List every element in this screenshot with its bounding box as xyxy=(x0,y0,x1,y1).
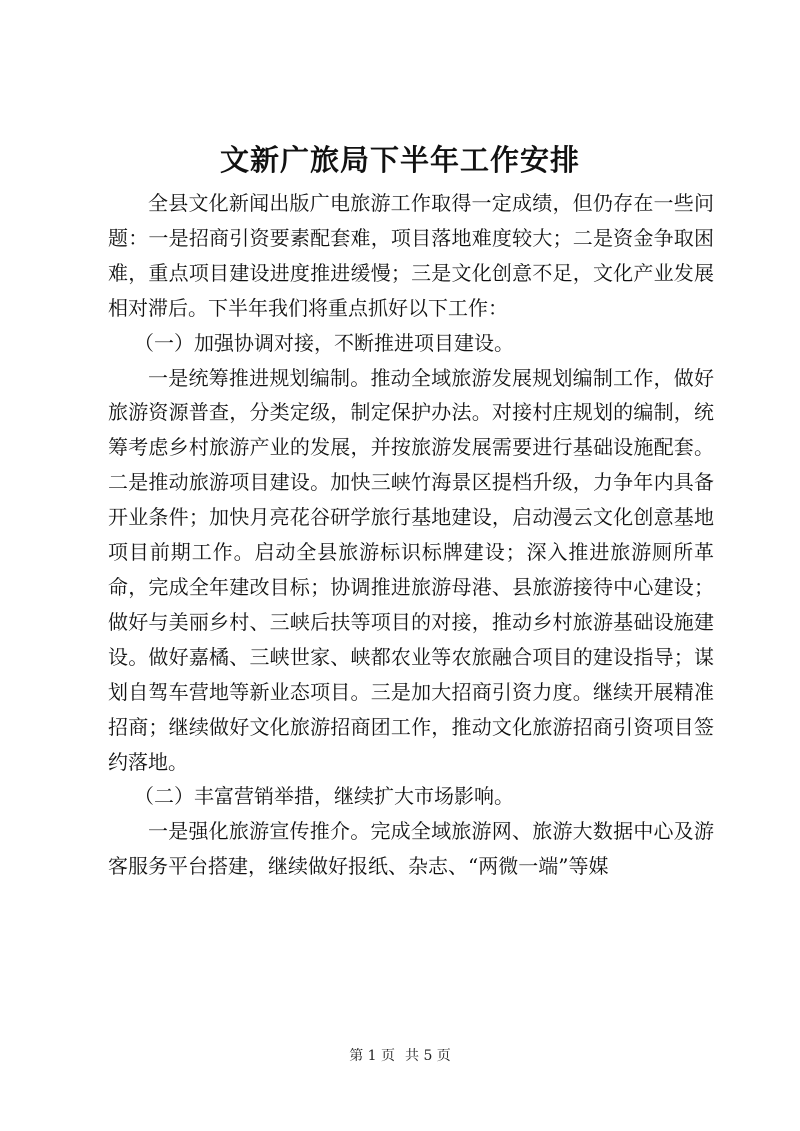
section-1-paragraph: 一是统筹推进规划编制。推动全域旅游发展规划编制工作，做好旅游资源普查，分类定级，制定保护办法。对接村庄规划的编制，统筹考虑乡村旅游产业的发展，并按旅游发展需要进行基础设施配套。二是推动旅游项目建设。加快三峡竹海景区提档升级，力争年内具备开业条件；加快月亮花谷研学旅行基地建设，启动漫云文化创意基地项目前期工作。启动全县旅游标识标牌建设；深入推进旅游厕所革命，完成全年建改目标；协调推进旅游母港、县旅游接待中心建设；做好与美丽乡村、三峡后扶等项目的对接，推动乡村旅游基础设施建设。做好嘉橘、三峡世家、峡都农业等农旅融合项目的建设指导；谋划自驾车营地等新业态项目。三是加大招商引资力度。继续开展精准招商；继续做好文化旅游招商团工作，推动文化旅游招商引资项目签约落地。 xyxy=(108,365,714,774)
page-number: 第 1 页 xyxy=(349,1048,395,1064)
section-heading-1: （一）加强协调对接，不断推进项目建设。 xyxy=(134,330,514,355)
section-heading-2: （二）丰富营销举措，继续扩大市场影响。 xyxy=(134,784,514,809)
intro-paragraph: 全县文化新闻出版广电旅游工作取得一定成绩，但仍存在一些问题：一是招商引资要素配套难，项目落地难度较大；二是资金争取困难，重点项目建设进度推进缓慢；三是文化创意不足，文化产业发展相对滞后。下半年我们将重点抓好以下工作： xyxy=(108,191,714,320)
page-total: 共 5 页 xyxy=(405,1048,451,1064)
section-2-paragraph: 一是强化旅游宣传推介。完成全域旅游网、旅游大数据中心及游客服务平台搭建，继续做好报纸、杂志、“两微一端”等媒 xyxy=(108,819,714,879)
document-body xyxy=(108,186,714,884)
page-footer xyxy=(0,1046,800,1066)
document-title: 文新广旅局下半年工作安排 xyxy=(219,143,580,177)
